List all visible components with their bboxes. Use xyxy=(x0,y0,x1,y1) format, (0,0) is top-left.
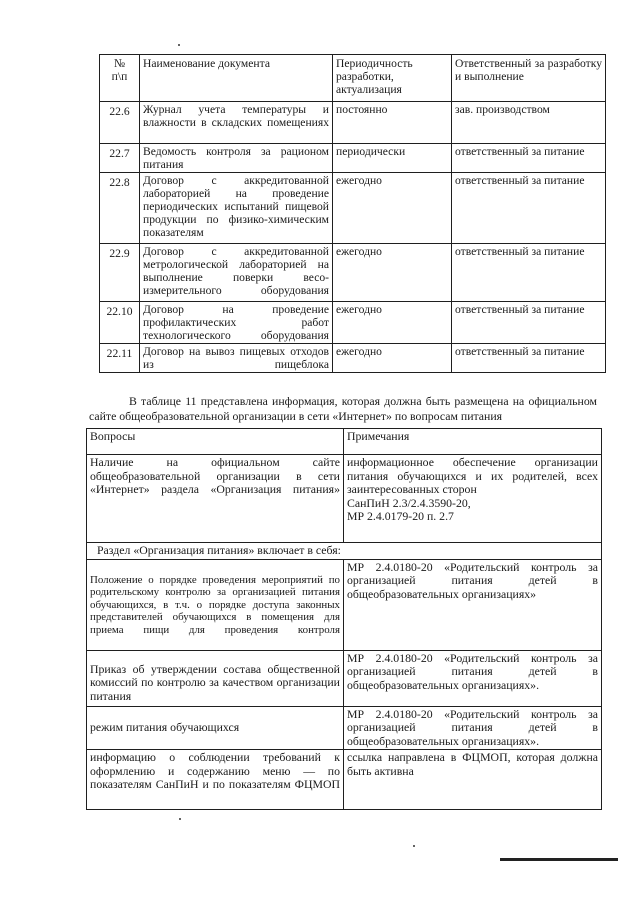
row-number: 22.10 xyxy=(100,301,140,343)
row-document-name: Договор на вывоз пищевых отходов из пищеблока xyxy=(140,343,333,372)
header-document-name: Наименование документа xyxy=(140,55,333,102)
row-number: 22.11 xyxy=(100,343,140,372)
table-row xyxy=(100,102,606,144)
row-responsible: ответственный за питание xyxy=(452,301,606,343)
table-header-row xyxy=(100,55,606,102)
table-row xyxy=(87,455,602,543)
row-periodicity: ежегодно xyxy=(333,172,452,243)
row-document-name: Договор с аккредитованной лабораторией на проведение периодических испытаний пищевой продукции по физико-химическим показателям xyxy=(140,172,333,243)
table-row xyxy=(100,301,606,343)
row-note xyxy=(344,455,602,543)
row-document-name: Ведомость контроля за рационом питания xyxy=(140,144,333,173)
row-periodicity: ежегодно xyxy=(333,243,452,301)
header-responsible: Ответственный за разработку и выполнение xyxy=(452,55,606,102)
header-questions: Вопросы xyxy=(87,429,344,455)
row-note: МР 2.4.0180-20 «Родительский контроль за организацией питания детей в общеобразовательных организациях». xyxy=(344,650,602,706)
table-row xyxy=(87,559,602,650)
row-periodicity: ежегодно xyxy=(333,301,452,343)
table-row xyxy=(100,144,606,173)
note-reference: СанПиН 2.3/2.4.3590-20, xyxy=(347,495,471,510)
header-notes: Примечания xyxy=(344,429,602,455)
paragraph-text: В таблице 11 представлена информация, которая должна быть размещена на официальном сайте общеобразовательной организации в сети «Интернет» по вопросам питания xyxy=(89,393,597,424)
row-responsible: ответственный за питание xyxy=(452,144,606,173)
row-note: МР 2.4.0180-20 «Родительский контроль за организацией питания детей в общеобразовательных организациях» xyxy=(344,559,602,650)
row-note: МР 2.4.0180-20 «Родительский контроль за организацией питания детей в общеобразовательных организациях». xyxy=(344,706,602,750)
note-reference: МР 2.4.0179-20 п. 2.7 xyxy=(347,509,454,524)
row-periodicity: постоянно xyxy=(333,102,452,144)
table-11-intro-paragraph xyxy=(89,394,597,425)
note-text: информационное обеспечение организации питания обучающихся и их родителей, всех заинтересованных сторон xyxy=(347,455,598,497)
scan-speck xyxy=(413,845,415,847)
section-title: Раздел «Организация питания» включает в себя: xyxy=(87,543,602,560)
row-document-name: Договор на проведение профилактических работ технологического оборудования xyxy=(140,301,333,343)
section-header-row xyxy=(87,543,602,560)
row-note: ссылка направлена в ФЦМОП, которая должна быть активна xyxy=(344,750,602,810)
row-question: Приказ об утверждении состава общественной комиссий по контролю за качеством организации питания xyxy=(87,650,344,706)
table-row xyxy=(87,750,602,810)
row-periodicity: периодически xyxy=(333,144,452,173)
row-question: информацию о соблюдении требований к оформлению и содержанию меню — по показателям СанПиН и по показателям ФЦМОП xyxy=(87,750,344,810)
header-periodicity: Периодичность разработки, актуализация xyxy=(333,55,452,102)
row-responsible: зав. производством xyxy=(452,102,606,144)
table-row xyxy=(87,650,602,706)
row-document-name: Договор с аккредитованной метрологической лабораторией на выполнение поверки весо-измерительного оборудования xyxy=(140,243,333,301)
scan-speck xyxy=(179,818,181,820)
row-responsible: ответственный за питание xyxy=(452,172,606,243)
scan-edge-mark xyxy=(500,858,618,861)
documents-table xyxy=(99,54,606,373)
row-number: 22.6 xyxy=(100,102,140,144)
row-number: 22.8 xyxy=(100,172,140,243)
scan-speck xyxy=(178,44,180,46)
header-number: № п\п xyxy=(100,55,140,102)
table-row xyxy=(100,172,606,243)
row-question: Наличие на официальном сайте общеобразовательной организации в сети «Интернет» раздела «Организация питания» xyxy=(87,455,344,543)
row-document-name: Журнал учета температуры и влажности в складских помещениях xyxy=(140,102,333,144)
table-row xyxy=(87,706,602,750)
row-number: 22.9 xyxy=(100,243,140,301)
row-question: Положение о порядке проведения мероприятий по родительскому контролю за организацией питания обучающихся, в т.ч. о порядке доступа законных представителей обучающихся в помещения для приема пищи для проведения контроля xyxy=(87,559,344,650)
row-responsible: ответственный за питание xyxy=(452,343,606,372)
table-header-row xyxy=(87,429,602,455)
row-question: режим питания обучающихся xyxy=(87,706,344,750)
row-number: 22.7 xyxy=(100,144,140,173)
row-periodicity: ежегодно xyxy=(333,343,452,372)
table-row xyxy=(100,243,606,301)
table-row xyxy=(100,343,606,372)
website-info-table xyxy=(86,428,602,810)
row-responsible: ответственный за питание xyxy=(452,243,606,301)
